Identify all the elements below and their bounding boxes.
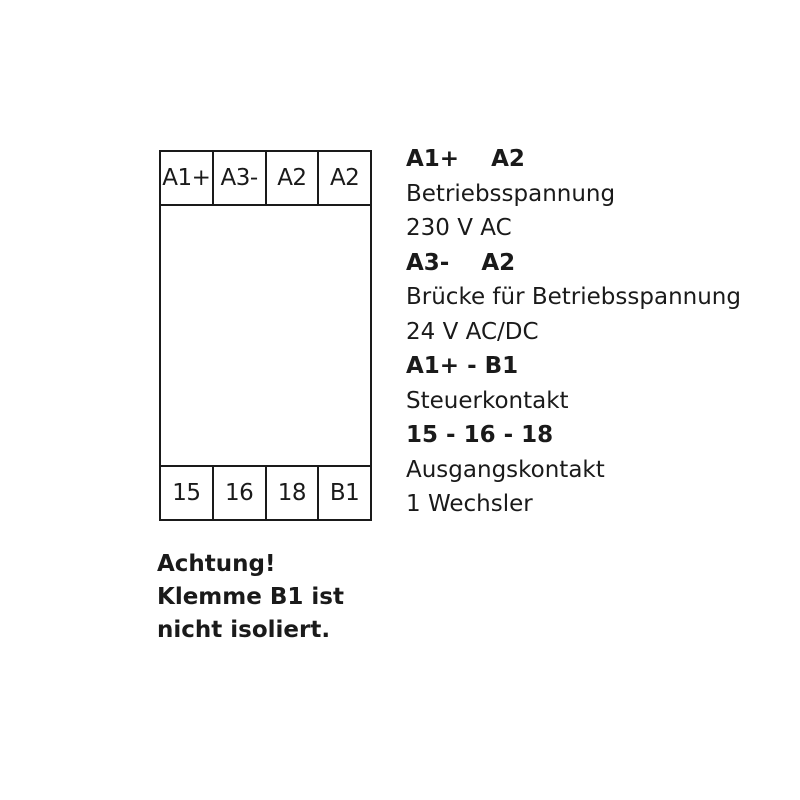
warning-line: nicht isoliert.: [157, 617, 331, 643]
legend-text: Betriebsspannung: [406, 180, 616, 207]
terminal-a3-minus: A3-: [214, 152, 267, 204]
legend-text: Brücke für Betriebsspannung: [406, 284, 741, 310]
terminal-a2: A2: [267, 152, 320, 204]
legend-heading-control: A1+ - B1: [406, 353, 519, 379]
terminal-b1: B1: [329, 480, 360, 506]
legend-text: 24 V AC/DC: [406, 318, 539, 345]
warning-note: [157, 548, 344, 647]
legend-heading-output: 15 - 16 - 18: [406, 422, 554, 448]
legend-text: Steuerkontakt: [406, 387, 569, 414]
terminal-a2-second: A2: [329, 165, 360, 191]
terminal-legend: [406, 142, 741, 522]
legend-text: 1 Wechsler: [406, 491, 533, 517]
legend-text: Ausgangskontakt: [406, 456, 605, 483]
top-terminal-row: [161, 152, 370, 206]
warning-title: Achtung!: [157, 551, 276, 577]
terminal-a1-plus: A1+: [161, 152, 214, 204]
terminal-18: 18: [267, 467, 320, 519]
bottom-terminal-row: [161, 465, 370, 519]
terminal-15: 15: [161, 467, 214, 519]
legend-text: 230 V AC: [406, 215, 512, 241]
terminal-16: 16: [214, 467, 267, 519]
relay-module: [159, 150, 372, 521]
legend-heading-bridge: A3- A2: [406, 249, 516, 276]
legend-heading-supply: A1+ A2: [406, 146, 525, 172]
warning-line: Klemme B1 ist: [157, 584, 344, 610]
